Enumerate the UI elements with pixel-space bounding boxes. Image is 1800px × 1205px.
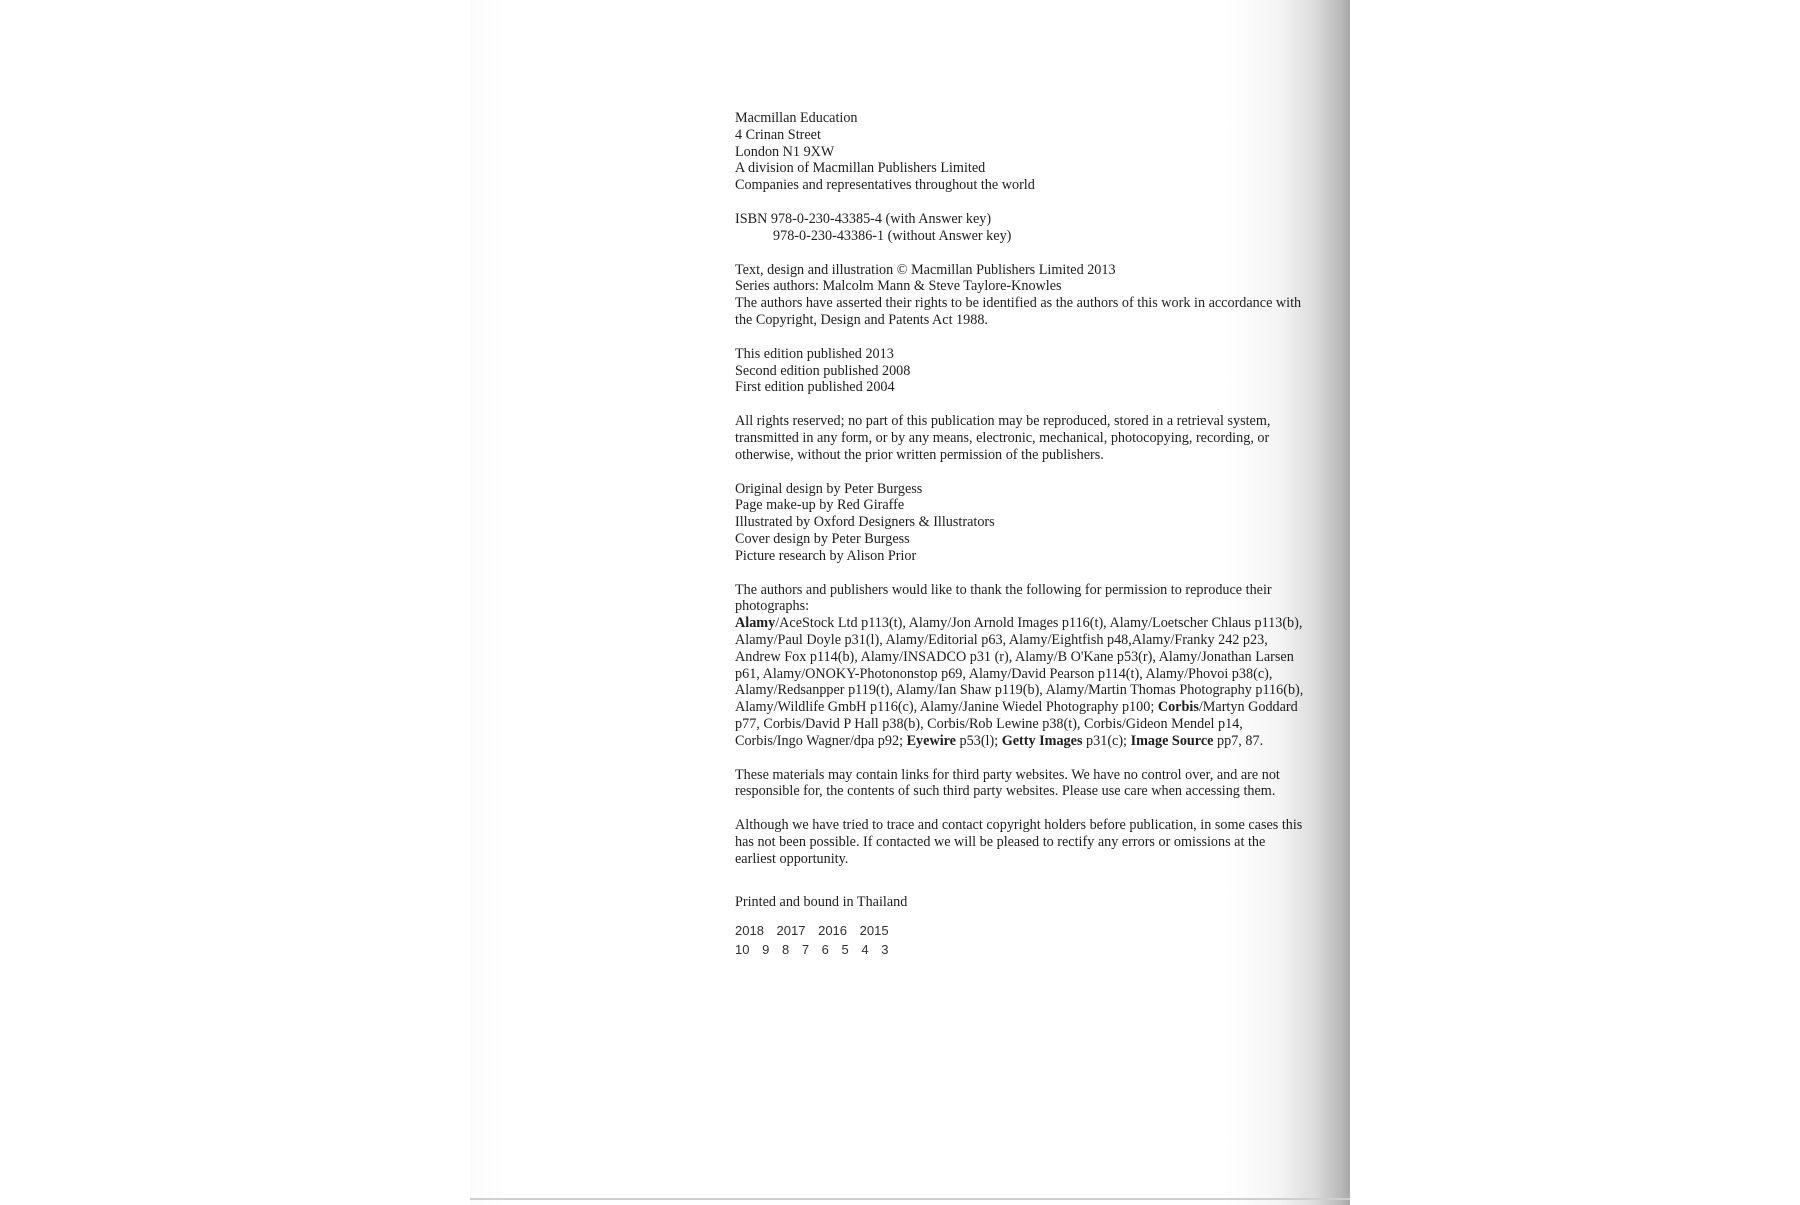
print-year: 2018: [735, 923, 764, 939]
print-number: 7: [801, 942, 810, 958]
print-year: 2015: [859, 923, 889, 939]
copyright-block: [735, 262, 1305, 329]
credit-source-label: Alamy: [735, 615, 776, 632]
edition-line: This edition published 2013: [735, 345, 894, 362]
copyright-page-content: [735, 110, 1305, 959]
print-year: 2017: [776, 923, 806, 939]
print-numbers-row: [735, 940, 1305, 959]
editions-block: [735, 346, 1305, 396]
edition-line: First edition published 2004: [735, 379, 895, 396]
address-line: 4 Crinan Street: [735, 126, 821, 143]
credit-source-text: /AceStock Ltd p113(t), Alamy/Jon Arnold Images p116(t), Alamy/Loetscher Chlaus p113(b), Alamy/Paul Doyle p31(l), Alamy/Editorial p63, Alamy/Eightfish p48,Alamy/Franky 242 p23, Andrew Fox p114(b), Alamy/INSADCO p31 (r), Alamy/B O'Kane p53(r), Alamy/Jonathan Larsen p61, Alamy/ONOKY-Photononstop p69, Alamy/David Pearson p114(t), Alamy/Phovoi p38(c), Alamy/Redsanpper p119(t), Alamy/Ian Shaw p119(b), Alamy/Martin Thomas Photography p116(b), Alamy/Wildlife GmbH p116(c), Alamy/Janine Wiedel Photography p100;: [735, 615, 1304, 716]
isbn-line: 978-0-230-43386-1 (without Answer key): [773, 227, 1012, 244]
rights-block: [735, 413, 1305, 463]
design-credit-line: Page make-up by Red Giraffe: [735, 497, 905, 514]
series-authors-line: Series authors: Malcolm Mann & Steve Taylore-Knowles: [735, 278, 1062, 295]
photo-credits-intro: The authors and publishers would like to thank the following for permission to reproduce their photographs:: [735, 581, 1272, 615]
print-number: 3: [881, 942, 889, 958]
publisher-address: [735, 110, 1305, 194]
address-line: London N1 9XW: [735, 143, 835, 160]
design-credit-line: Original design by Peter Burgess: [735, 480, 923, 497]
rights-paragraph: All rights reserved; no part of this publication may be reproduced, stored in a retrieval system, transmitted in any form, or by any means, electronic, mechanical, photocopying, recording, or otherwise, without the prior written permission of the publishers.: [735, 413, 1271, 463]
copyright-line: Text, design and illustration © Macmillan Publishers Limited 2013: [735, 261, 1116, 278]
third-party-paragraph: These materials may contain links for third party websites. We have no control over, and are not responsible for, the contents of such third party websites. Please use care when accessing them.: [735, 766, 1280, 800]
credit-source-text: p53(l);: [959, 732, 999, 749]
design-credit-line: Illustrated by Oxford Designers & Illustrators: [735, 514, 995, 531]
design-credits-block: [735, 481, 1305, 565]
design-credit-line: Cover design by Peter Burgess: [735, 530, 910, 547]
address-line: Macmillan Education: [735, 110, 858, 126]
isbn-line: ISBN 978-0-230-43385-4 (with Answer key): [735, 210, 992, 227]
print-number: 4: [861, 942, 869, 958]
credit-source-label: Corbis: [1157, 699, 1199, 716]
print-number: 8: [781, 942, 790, 958]
isbn-block: [735, 211, 1305, 245]
tracing-block: [735, 817, 1305, 867]
print-number: 9: [762, 942, 770, 958]
photo-credits-block: [735, 582, 1305, 750]
credit-source-label: Image Source: [1130, 732, 1214, 749]
print-number: 6: [821, 942, 829, 958]
credit-source-label: Getty Images: [1001, 732, 1083, 749]
print-number: 10: [735, 942, 750, 958]
address-line: Companies and representatives throughout the world: [735, 177, 1035, 194]
credit-source-text: p31(c);: [1086, 732, 1128, 749]
print-years-row: [735, 921, 1305, 940]
credit-source-text: /Martyn Goddard p77, Corbis/David P Hall p38(b), Corbis/Rob Lewine p38(t), Corbis/Gideon Mendel p14, Corbis/Ingo Wagner/dpa p92;: [735, 699, 1298, 749]
photo-credits-list: [735, 615, 1305, 749]
print-year: 2016: [818, 923, 848, 939]
address-line: A division of Macmillan Publishers Limited: [735, 160, 986, 177]
print-run-imprint: [735, 921, 1305, 959]
third-party-block: [735, 767, 1305, 801]
credit-source-label: Eyewire: [906, 732, 956, 749]
tracing-paragraph: Although we have tried to trace and contact copyright holders before publication, in some cases this has not been possible. If contacted we will be pleased to rectify any errors or omissions at the earliest opportunity.: [735, 817, 1303, 867]
printed-in-line: Printed and bound in Thailand: [735, 894, 908, 911]
authors-rights-paragraph: The authors have asserted their rights to be identified as the authors of this work in accordance with the Copyright, Design and Patents Act 1988.: [735, 295, 1302, 328]
print-number: 5: [841, 942, 849, 958]
credit-source-text: pp7, 87.: [1217, 732, 1264, 749]
design-credit-line: Picture research by Alison Prior: [735, 547, 917, 564]
edition-line: Second edition published 2008: [735, 362, 911, 379]
